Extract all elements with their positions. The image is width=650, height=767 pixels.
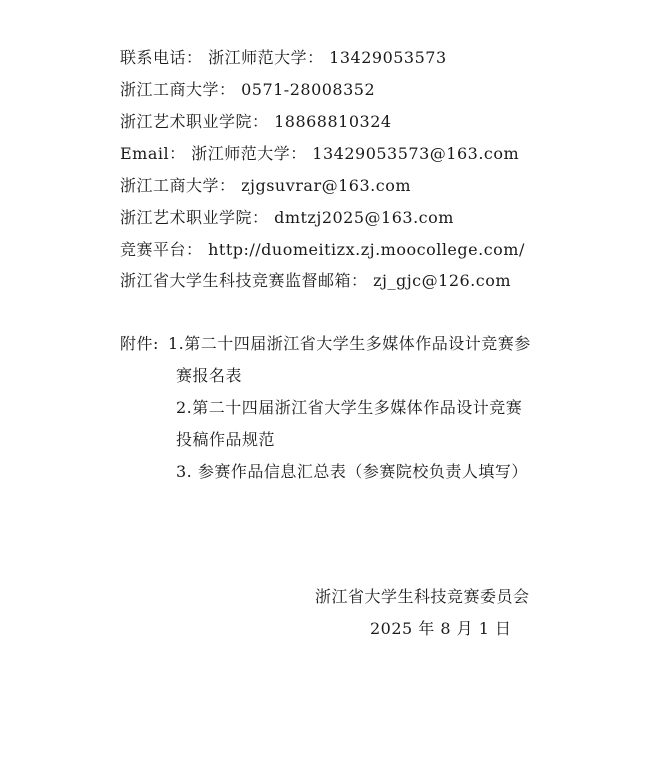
contact-phone-zjart: 浙江艺术职业学院： 18868810324	[120, 112, 392, 131]
signature-date: 2025 年 8 月 1 日	[370, 619, 512, 638]
contact-email-zjart: 浙江艺术职业学院： dmtzj2025@163.com	[120, 208, 454, 227]
attachment-item-1: 1.第二十四届浙江省大学生多媒体作品设计竞赛参	[168, 334, 531, 353]
contact-email-zjgsu: 浙江工商大学： zjgsuvrar@163.com	[120, 176, 412, 195]
contact-phone-zjnu: 联系电话： 浙江师范大学： 13429053573	[120, 48, 447, 67]
attachment-item-2: 2.第二十四届浙江省大学生多媒体作品设计竞赛	[176, 398, 523, 417]
attachment-item-3: 3. 参赛作品信息汇总表（参赛院校负责人填写）	[176, 462, 528, 481]
competition-platform: 竞赛平台： http://duomeitizx.zj.moocollege.com/	[120, 240, 525, 259]
contact-email-zjnu: Email： 浙江师范大学： 13429053573@163.com	[120, 144, 520, 163]
supervision-email: 浙江省大学生科技竞赛监督邮箱： zj_gjc@126.com	[120, 271, 512, 290]
attachment-item-1-cont: 赛报名表	[176, 366, 243, 385]
attachment-item-2-cont: 投稿作品规范	[176, 430, 276, 449]
attachments-label: 附件:	[120, 334, 159, 353]
contact-phone-zjgsu: 浙江工商大学： 0571-28008352	[120, 80, 376, 99]
signature-organization: 浙江省大学生科技竞赛委员会	[315, 587, 530, 606]
